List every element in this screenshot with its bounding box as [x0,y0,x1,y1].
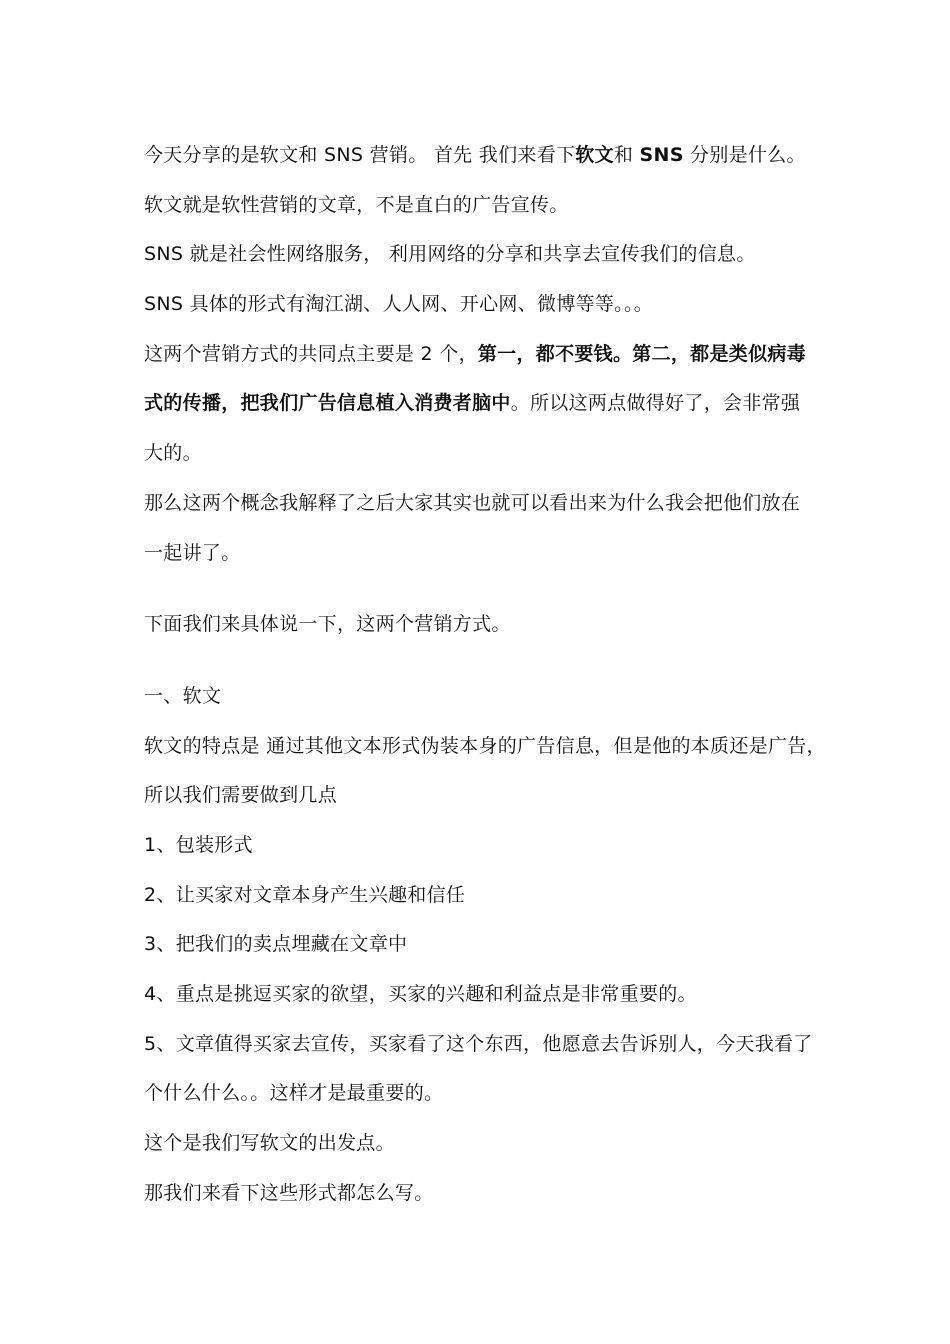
text-segment: 1、包装形式 [144,833,253,856]
text-segment: 2、让买家对文章本身产生兴趣和信任 [144,883,466,906]
paragraph-spacer [144,578,814,600]
document-body [144,131,826,1218]
text-line [144,330,814,380]
text-line [144,529,814,579]
text-segment: 3、把我们的卖点埋藏在文章中 [144,933,408,956]
text-segment: 和 [613,144,640,166]
text-line [144,479,814,529]
text-line [144,1069,814,1119]
paragraph-spacer [144,650,814,672]
text-line [144,379,814,429]
text-segment: 一、软文 [144,684,222,707]
text-segment: 。所以这两点做得好了，会非常强 [510,392,801,415]
text-segment: 5、文章值得买家去宣传，买家看了这个东西，他愿意去告诉别人，今天我看了 [144,1032,813,1055]
text-line [144,131,814,181]
text-segment: 分别是什么。 [683,144,806,166]
text-line [144,821,814,871]
text-segment: 个什么什么。。这样才是最重要的。 [144,1082,444,1105]
text-segment: 那么这两个概念我解释了之后大家其实也就可以看出来为什么我会把他们放在 [144,491,801,514]
text-line [144,1119,814,1169]
text-segment: 一起讲了。 [144,541,241,564]
text-segment: 软文就是软性营销的文章，不是直白的广告宣传。 [144,193,569,216]
text-line [144,230,814,280]
text-segment: SNS 就是社会性网络服务， 利用网络的分享和共享去宣传我们的信息。 [144,243,756,266]
bold-text-segment: 式的传播，把我们广告信息植入消费者脑中 [144,392,511,415]
text-line [144,600,814,650]
text-segment: 那我们来看下这些形式都怎么写。 [144,1181,434,1204]
text-segment: 4、重点是挑逗买家的欲望，买家的兴趣和利益点是非常重要的。 [144,983,697,1005]
text-segment: 所以我们需要做到几点 [144,784,338,807]
text-line [144,181,814,231]
text-line [144,871,814,921]
text-line [144,970,814,1020]
bold-text-segment: 软文 [575,144,614,166]
text-segment: 大的。 [144,442,202,465]
text-line [144,771,814,821]
text-segment: 这两个营销方式的共同点主要是 2 个， [144,342,478,365]
text-line [144,1169,814,1219]
text-segment: SNS 具体的形式有淘江湖、人人网、开心网、微博等等。。。 [144,293,654,316]
text-line [144,920,814,970]
text-line [144,1020,814,1070]
text-segment: 下面我们来具体说一下，这两个营销方式。 [144,613,511,636]
text-segment: 今天分享的是软文和 SNS 营销。 首先 我们来看下 [144,144,576,166]
text-line [144,280,814,330]
text-line [144,672,814,722]
bold-text-segment: SNS [639,144,684,166]
text-line [144,722,826,772]
text-segment: 软文的特点是 通过其他文本形式伪装本身的广告信息，但是他的本质还是广告， [144,734,826,757]
text-line [144,429,814,479]
text-segment: 这个是我们写软文的出发点。 [144,1132,395,1155]
bold-text-segment: 第一，都不要钱。第二，都是类似病毒 [477,342,806,365]
